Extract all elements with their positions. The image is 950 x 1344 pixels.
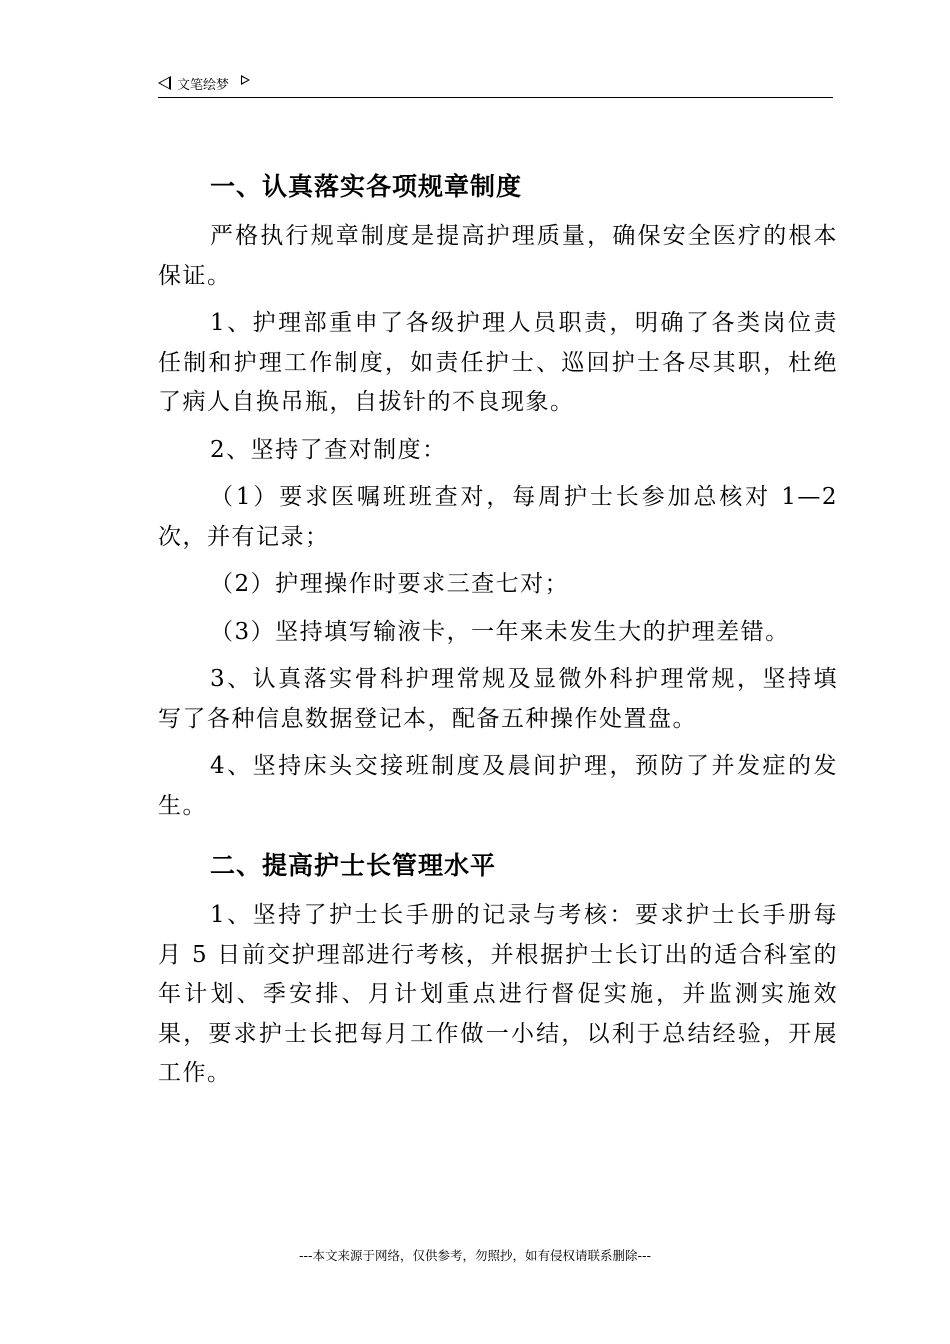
page-header	[158, 72, 833, 100]
header-title: 文笔绘梦	[177, 77, 230, 93]
triangle-right-icon	[241, 75, 250, 85]
triangle-left-icon	[158, 76, 171, 90]
header-row	[158, 72, 250, 94]
paragraph: （1）要求医嘱班班查对，每周护士长参加总核对 1—2 次，并有记录；	[158, 484, 838, 550]
section-heading: 二、提高护士长管理水平	[210, 851, 497, 880]
header-divider	[158, 97, 833, 98]
section-heading: 一、认真落实各项规章制度	[210, 172, 523, 201]
paragraph: 4、坚持床头交接班制度及晨间护理，预防了并发症的发生。	[158, 753, 838, 819]
paragraph: 3、认真落实骨科护理常规及显微外科护理常规，坚持填写了各种信息数据登记本，配备五种操作处置盘。	[158, 666, 838, 732]
document-body	[158, 165, 838, 1094]
paragraph: 1、坚持了护士长手册的记录与考核：要求护士长手册每月 5 日前交护理部进行考核，并根据护士长订出的适合科室的年计划、季安排、月计划重点进行督促实施，并监测实施效果，要求护士长把每月工作做一小结，以利于总结经验，开展工作。	[158, 902, 838, 1086]
paragraph: 严格执行规章制度是提高护理质量，确保安全医疗的根本保证。	[158, 223, 838, 289]
paragraph: 1、护理部重申了各级护理人员职责，明确了各类岗位责任制和护理工作制度，如责任护士、巡回护士各尽其职，杜绝了病人自换吊瓶，自拔针的不良现象。	[158, 310, 838, 415]
paragraph: （2）护理操作时要求三查七对；	[210, 571, 570, 597]
paragraph: 2、坚持了查对制度：	[210, 436, 447, 463]
paragraph: （3）坚持填写输液卡，一年来未发生大的护理差错。	[210, 618, 790, 645]
page-footer: ---本文来源于网络，仅供参考，勿照抄，如有侵权请联系删除---	[298, 1248, 652, 1263]
